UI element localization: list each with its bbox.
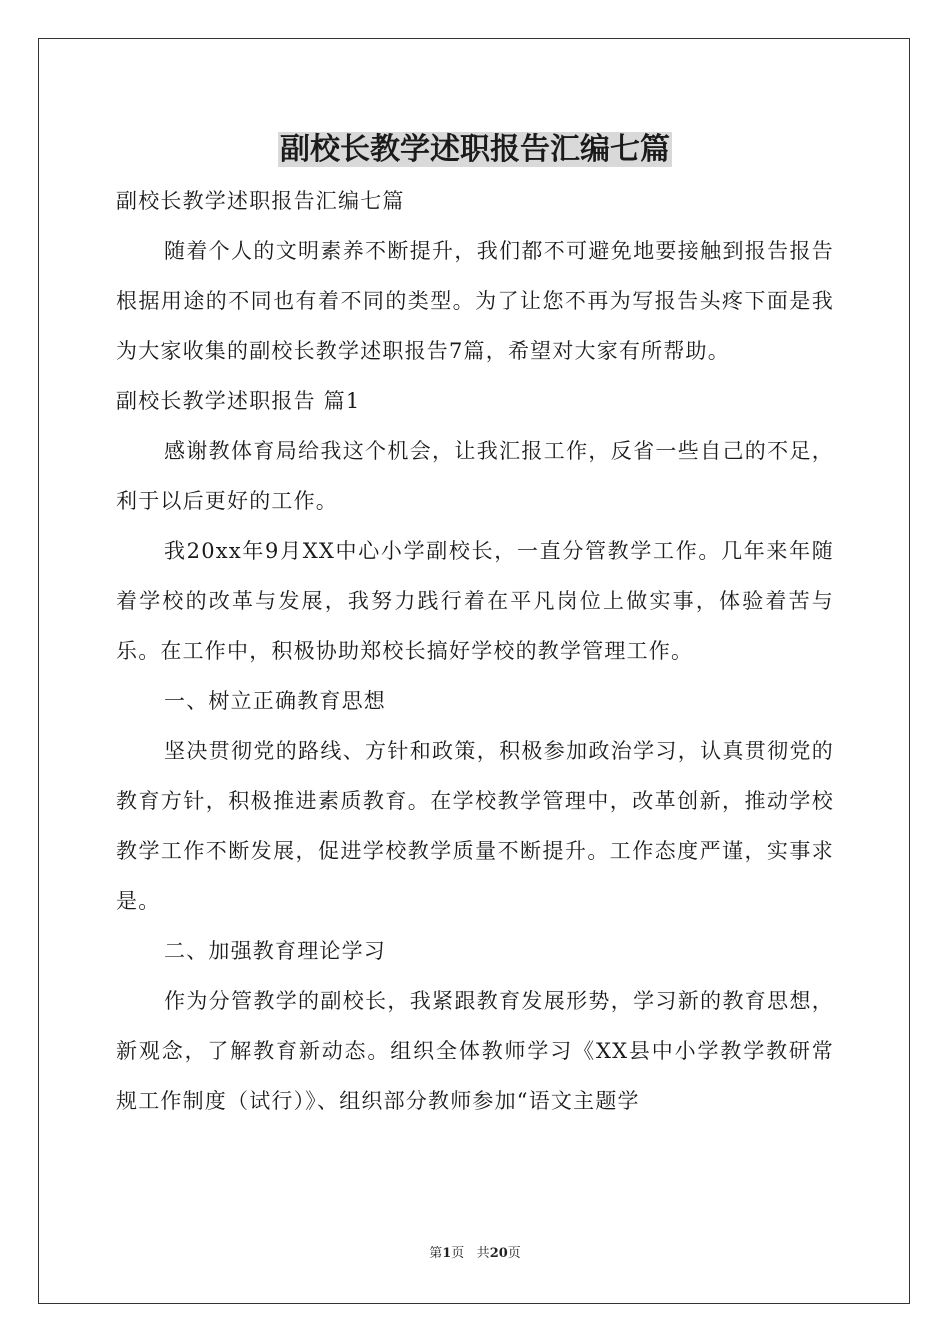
page-footer [0,1244,950,1264]
paragraph-background: 我20xx年9月XX中心小学副校长，一直分管教学工作。几年来年随着学校的改革与发展，我努力践行着在平凡岗位上做实事，体验着苦与乐。在工作中，积极协助郑校长搞好学校的教学管理工作。 [116,539,834,663]
paragraph-section-2: 作为分管教学的副校长，我紧跟教育发展形势，学习新的教育思想，新观念，了解教育新动态。组织全体教师学习《XX县中小学教学教研常规工作制度（试行）》、组织部分教师参加“语文主题学 [116,989,834,1113]
paragraph-thanks: 感谢教体育局给我这个机会，让我汇报工作，反省一些自己的不足，利于以后更好的工作。 [116,439,834,513]
page-prefix: 第 [429,1246,443,1261]
total-prefix: 共 [476,1246,490,1261]
document-title-text: 副校长教学述职报告汇编七篇 [280,132,670,167]
section-heading-2: 二、加强教育理论学习 [164,939,386,963]
total-pages: 20 [489,1246,508,1261]
section-heading-part-1: 副校长教学述职报告 篇1 [116,389,361,413]
document-title [0,128,950,172]
paragraph-section-1: 坚决贯彻党的路线、方针和政策，积极参加政治学习，认真贯彻党的教育方针，积极推进素质教育。在学校教学管理中，改革创新，推动学校教学工作不断发展，促进学校教学质量不断提升。工作态度严谨，实事求是。 [116,739,834,913]
total-suffix: 页 [507,1246,521,1261]
paragraph-intro: 随着个人的文明素养不断提升，我们都不可避免地要接触到报告报告根据用途的不同也有着不同的类型。为了让您不再为写报告头疼下面是我为大家收集的副校长教学述职报告7篇，希望对大家有所帮助。 [116,239,834,363]
section-heading-1: 一、树立正确教育思想 [164,689,386,713]
document-body [116,176,834,1126]
page-suffix: 页 [451,1246,465,1261]
page-number: 1 [442,1246,452,1261]
paragraph-subtitle: 副校长教学述职报告汇编七篇 [116,189,405,213]
